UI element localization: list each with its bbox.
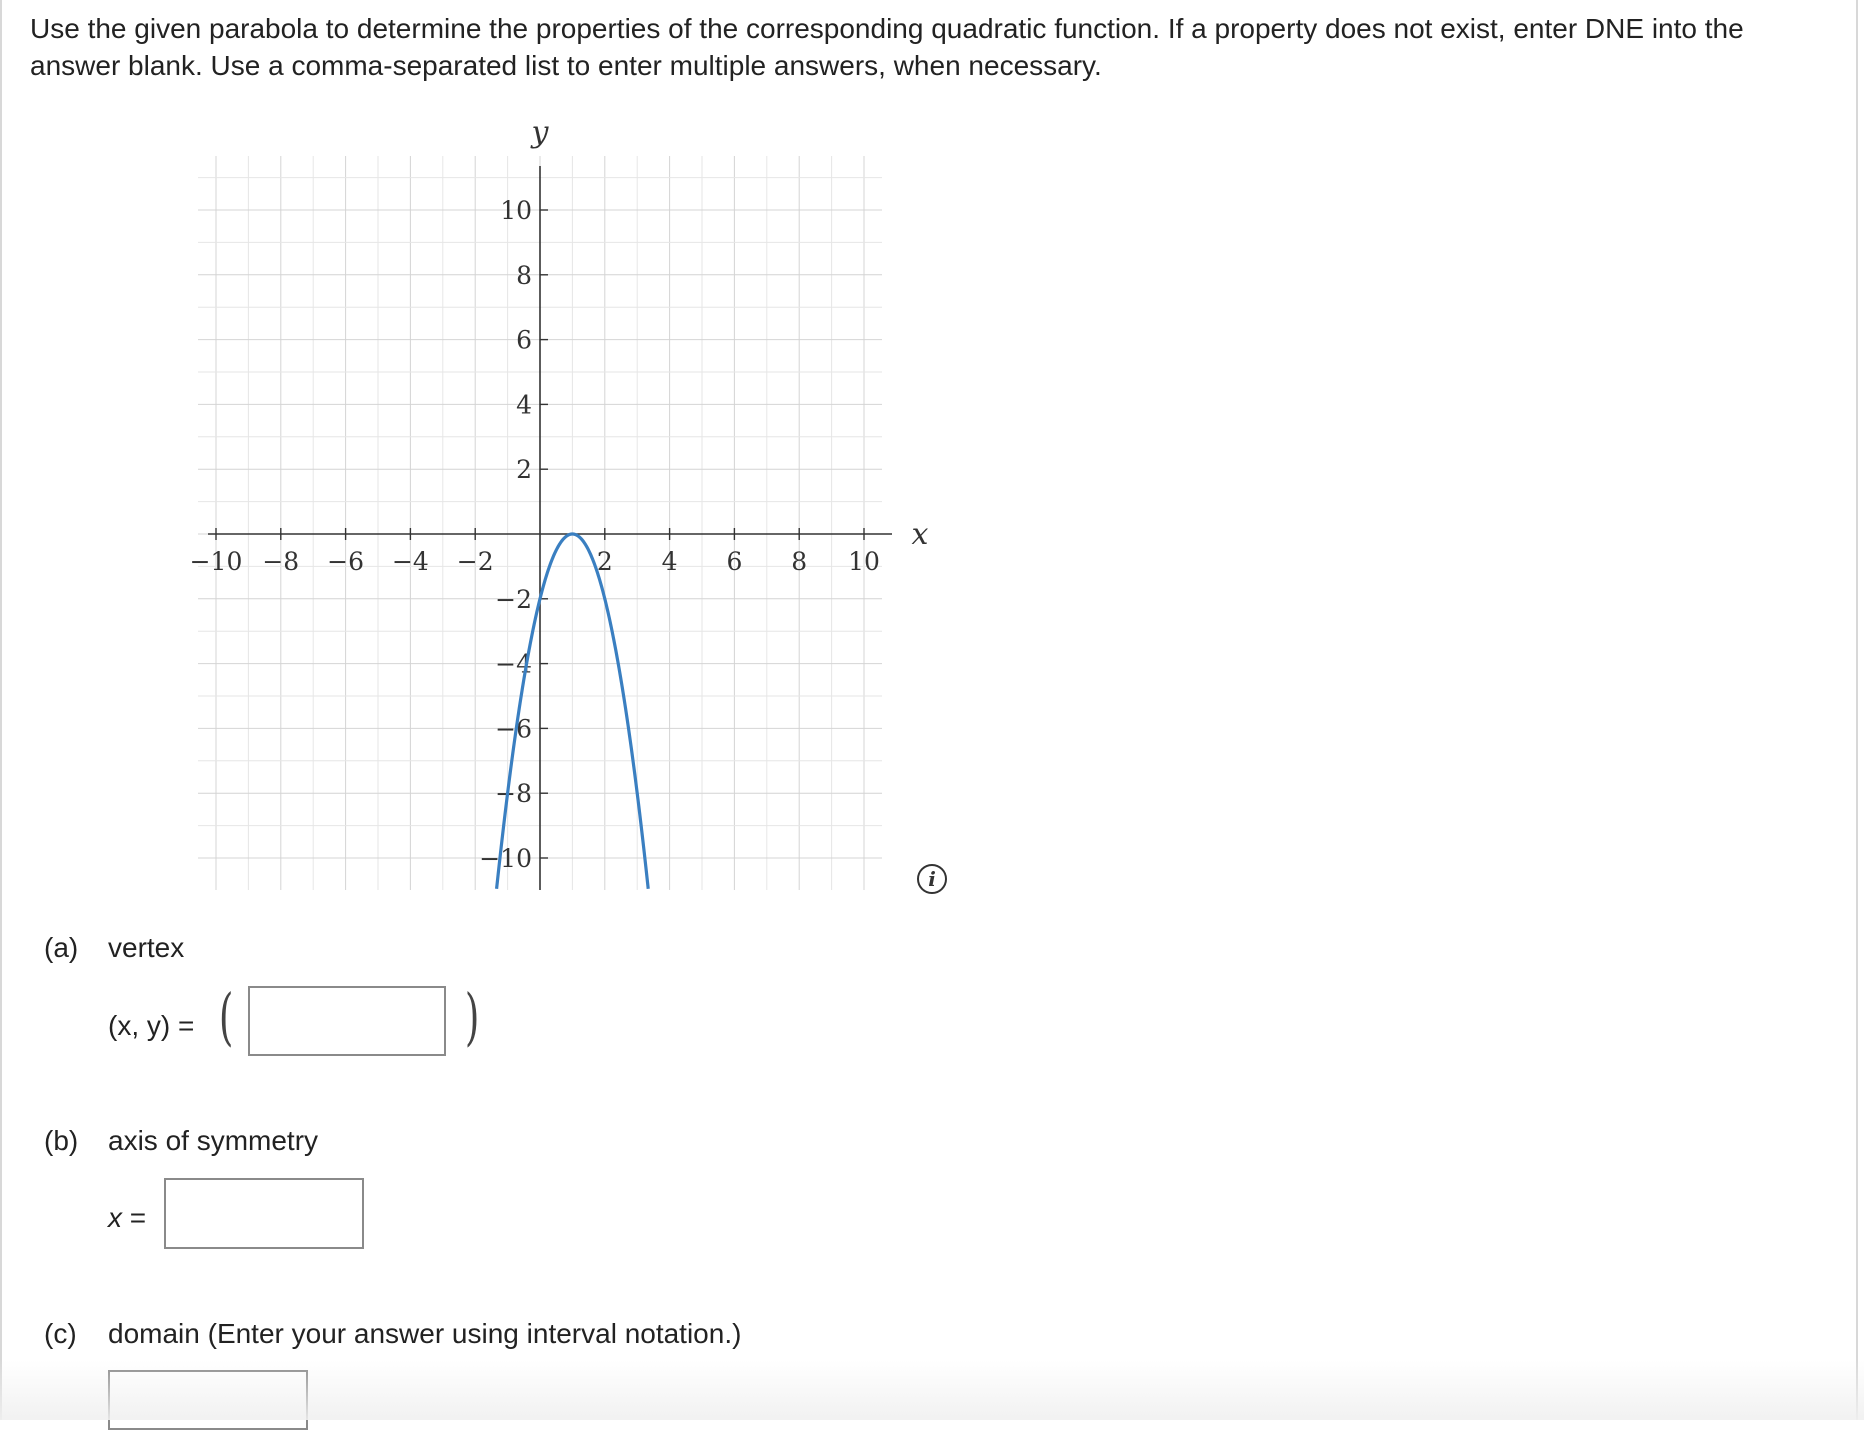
- vertex-eq-var: (x, y): [108, 1010, 171, 1041]
- x-tick-label: −6: [327, 547, 365, 576]
- domain-input[interactable]: [108, 1370, 308, 1430]
- part-c-text: domain (Enter your answer using interval notation.): [108, 1318, 742, 1349]
- part-a-label: [44, 932, 184, 964]
- x-tick-label: 6: [726, 547, 743, 576]
- y-tick-label: 10: [500, 196, 532, 225]
- y-tick-label: 6: [516, 325, 532, 355]
- part-c-letter: (c): [44, 1318, 77, 1349]
- question-instructions: Use the given parabola to determine the properties of the corresponding quadratic function. If a property does not exist, enter DNE into the answer blank. Use a comma-separated list to enter multiple answers, when necessary.: [30, 13, 1744, 81]
- y-tick-label: 8: [516, 260, 532, 290]
- vertex-eq-label: [108, 1010, 194, 1042]
- vertex-open-paren: (: [218, 980, 234, 1053]
- y-tick-label: −10: [479, 844, 532, 873]
- x-tick-label: −10: [189, 547, 243, 576]
- y-tick-label: −4: [495, 649, 532, 679]
- x-tick-label: −2: [456, 547, 494, 576]
- part-a-text: vertex: [108, 932, 185, 963]
- y-tick-label: −8: [495, 779, 532, 809]
- vertex-input[interactable]: [248, 986, 446, 1056]
- x-tick-label: 2: [596, 547, 613, 576]
- x-axis-name: x: [911, 517, 929, 552]
- x-tick-label: 8: [791, 547, 808, 576]
- info-icon[interactable]: i: [917, 864, 947, 894]
- axis-eq-label: [108, 1202, 146, 1234]
- part-b-text: axis of symmetry: [108, 1125, 319, 1156]
- y-tick-label: −6: [495, 714, 532, 744]
- y-tick-label: 2: [516, 455, 532, 485]
- x-tick-label: −8: [262, 547, 300, 576]
- y-tick-label: 4: [516, 390, 532, 420]
- x-tick-label: 10: [848, 547, 880, 576]
- part-b-letter: (b): [44, 1125, 79, 1156]
- part-a-letter: (a): [44, 932, 79, 963]
- axis-of-symmetry-input[interactable]: [164, 1178, 364, 1249]
- x-tick-label: −4: [391, 547, 429, 576]
- vertex-close-paren: ): [464, 980, 480, 1053]
- y-tick-label: −2: [495, 584, 532, 614]
- y-axis-name: y: [531, 120, 549, 150]
- part-c-label: [44, 1318, 741, 1350]
- parabola-graph: [150, 120, 970, 900]
- axis-eq-sign: =: [129, 1202, 147, 1233]
- axis-eq-var: x: [108, 1202, 122, 1233]
- x-tick-label: 4: [661, 547, 678, 576]
- part-b-label: [44, 1125, 318, 1157]
- vertex-eq-sign: =: [178, 1010, 195, 1041]
